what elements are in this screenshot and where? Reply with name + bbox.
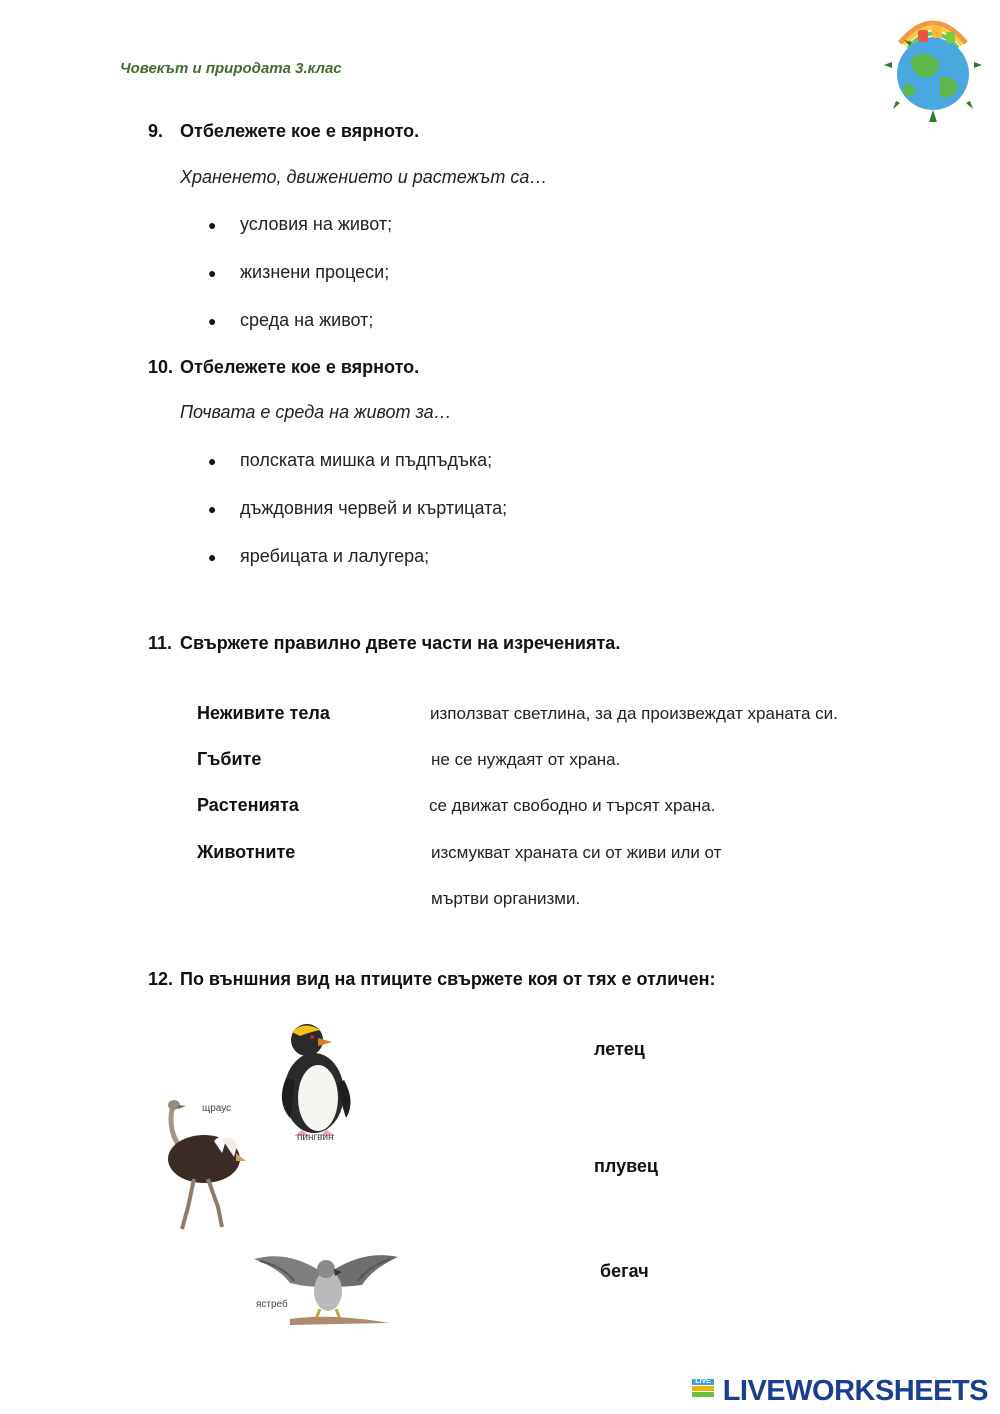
question-9-stem: Храненето, движението и растежът са… [180, 167, 548, 187]
match-left-item-1[interactable]: Неживите тела [197, 703, 330, 723]
question-9-option-3[interactable]: среда на живот; [240, 310, 374, 330]
ostrich-caption: щраус [202, 1103, 232, 1114]
question-10-option-3[interactable]: яребицата и лалугера; [240, 546, 430, 566]
match-right-item-4-continued: мъртви организми. [431, 889, 581, 908]
liveworksheets-brand[interactable]: LIVEWORKSHEETS [722, 1375, 988, 1407]
question-10-stem: Почвата е среда на живот за… [180, 402, 452, 422]
bullet-icon: ● [208, 265, 217, 281]
match-right-item-2[interactable]: не се нуждаят от храна. [431, 750, 621, 769]
hawk-caption: ястреб [256, 1299, 288, 1310]
bird-label-swimmer[interactable]: плувец [594, 1156, 658, 1176]
bullet-icon: ● [208, 313, 217, 329]
match-right-item-4[interactable]: изсмукват храната си от живи или от [431, 843, 722, 862]
question-11-number: 11. [148, 633, 173, 653]
question-11-text: Свържете правилно двете части на изреченията. [180, 633, 621, 653]
question-12-number: 12. [148, 969, 174, 989]
match-left-item-2[interactable]: Гъбите [197, 749, 262, 769]
bird-label-runner[interactable]: бегач [600, 1261, 649, 1281]
liveworksheets-logo-icon: LIVE [692, 1379, 714, 1401]
penguin-caption: пингвин [297, 1132, 334, 1143]
bullet-icon: ● [208, 501, 217, 517]
bullet-icon: ● [208, 217, 217, 233]
match-right-item-3[interactable]: се движат свободно и търсят храна. [429, 796, 716, 815]
ostrich-image[interactable] [160, 1095, 256, 1233]
match-right-item-1[interactable]: използват светлина, за да произвеждат храната си. [430, 704, 838, 723]
hawk-image[interactable] [250, 1245, 402, 1327]
bullet-icon: ● [208, 453, 217, 469]
question-10-number: 10. [148, 357, 174, 377]
globe-illustration [870, 8, 996, 126]
bullet-icon: ● [208, 549, 217, 565]
page-header-title: Човекът и природата 3.клас [120, 60, 342, 77]
question-10-option-1[interactable]: полската мишка и пъдпъдъка; [240, 450, 493, 470]
question-9-text: Отбележете кое е вярното. [180, 121, 420, 141]
bird-label-flyer[interactable]: летец [594, 1039, 645, 1059]
match-left-item-4[interactable]: Животните [197, 842, 296, 862]
penguin-image[interactable] [272, 1018, 362, 1140]
question-12-text: По външния вид на птиците свържете коя от тях е отличен: [180, 969, 716, 989]
question-9-number: 9. [148, 121, 164, 141]
question-9-option-1[interactable]: условия на живот; [240, 214, 393, 234]
question-10-text: Отбележете кое е вярното. [180, 357, 420, 377]
match-left-item-3[interactable]: Растенията [197, 795, 299, 815]
question-9-option-2[interactable]: жизнени процеси; [240, 262, 390, 282]
question-10-option-2[interactable]: дъждовния червей и къртицата; [240, 498, 508, 518]
